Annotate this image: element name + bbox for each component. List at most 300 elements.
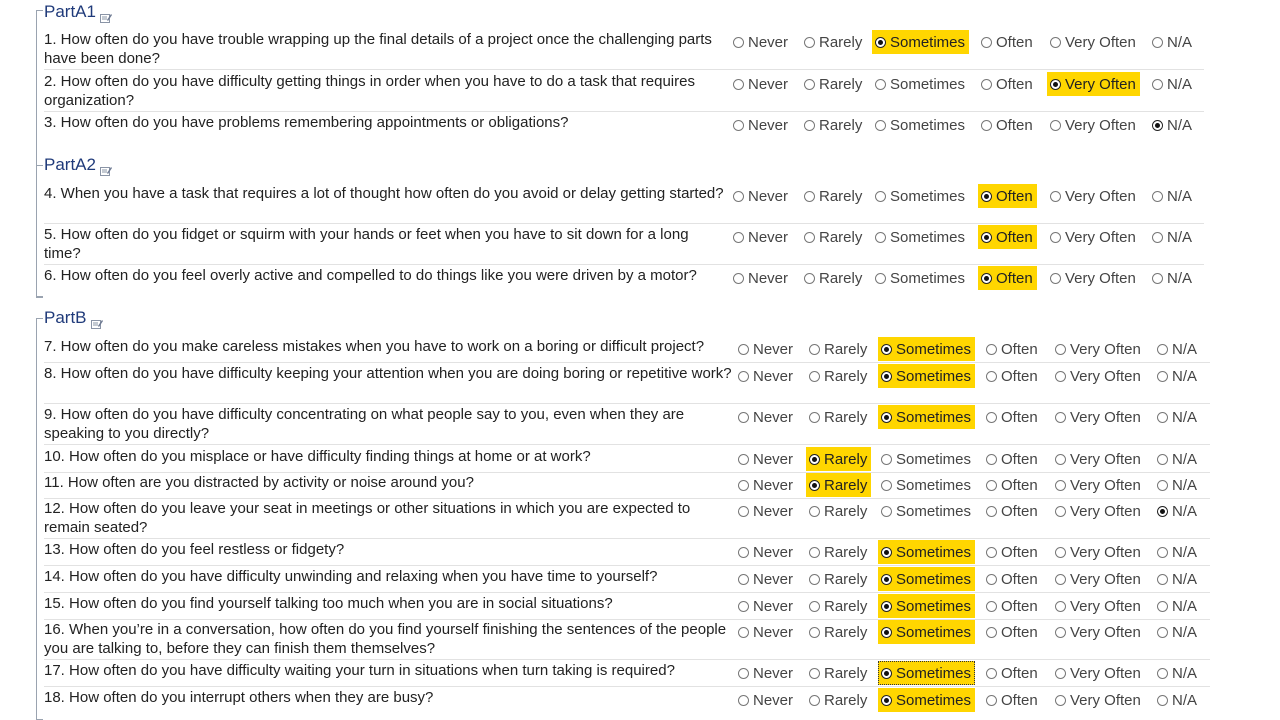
option-label: Never bbox=[753, 597, 794, 615]
radio-button[interactable] bbox=[733, 37, 744, 48]
option-very-often[interactable] bbox=[1050, 30, 1136, 54]
option-sometimes[interactable] bbox=[878, 594, 975, 618]
option-sometimes[interactable] bbox=[875, 184, 965, 208]
option-label: N/A bbox=[1172, 367, 1198, 385]
option-sometimes[interactable] bbox=[878, 661, 975, 685]
option-very-often[interactable] bbox=[1055, 337, 1141, 361]
radio-button[interactable] bbox=[1152, 120, 1163, 131]
radio-button[interactable] bbox=[1050, 273, 1061, 284]
radio-button[interactable] bbox=[738, 601, 749, 612]
option-often[interactable] bbox=[986, 447, 1038, 471]
radio-button[interactable] bbox=[875, 232, 886, 243]
option-never[interactable] bbox=[738, 661, 793, 685]
question-row bbox=[0, 688, 1280, 714]
row-divider bbox=[44, 659, 1210, 660]
question-text: 11. How often are you distracted by activity or noise around you? bbox=[44, 474, 474, 491]
option-very-often[interactable] bbox=[1055, 620, 1141, 644]
option-n-a[interactable] bbox=[1157, 447, 1197, 471]
option-sometimes[interactable] bbox=[875, 225, 965, 249]
option-n-a[interactable] bbox=[1152, 225, 1192, 249]
row-divider bbox=[44, 538, 1210, 539]
option-label: N/A bbox=[1172, 408, 1198, 426]
option-label: Never bbox=[753, 543, 794, 561]
radio-button[interactable] bbox=[1152, 273, 1163, 284]
radio-button[interactable] bbox=[738, 547, 749, 558]
option-label: Never bbox=[753, 664, 794, 682]
option-label: Never bbox=[753, 340, 794, 358]
radio-button[interactable] bbox=[881, 412, 892, 423]
option-n-a[interactable] bbox=[1157, 364, 1197, 388]
option-often[interactable] bbox=[986, 540, 1038, 564]
option-label: Never bbox=[753, 408, 794, 426]
option-often[interactable] bbox=[986, 567, 1038, 591]
question-row bbox=[0, 30, 1280, 70]
radio-button[interactable] bbox=[875, 120, 886, 131]
option-sometimes[interactable] bbox=[881, 447, 971, 471]
option-n-a[interactable] bbox=[1157, 499, 1197, 523]
option-label: Very Often bbox=[1070, 408, 1141, 426]
option-often[interactable] bbox=[978, 266, 1037, 290]
radio-button[interactable] bbox=[809, 668, 820, 679]
option-label: Never bbox=[748, 228, 789, 246]
radio-button[interactable] bbox=[986, 601, 997, 612]
radio-button[interactable] bbox=[738, 371, 749, 382]
radio-button[interactable] bbox=[738, 574, 749, 585]
option-often[interactable] bbox=[986, 405, 1038, 429]
option-label: Often bbox=[1001, 367, 1038, 385]
radio-button[interactable] bbox=[1157, 601, 1168, 612]
option-very-often[interactable] bbox=[1047, 72, 1140, 96]
radio-button[interactable] bbox=[981, 191, 992, 202]
option-rarely[interactable] bbox=[804, 72, 862, 96]
option-rarely[interactable] bbox=[804, 184, 862, 208]
edit-icon[interactable] bbox=[91, 314, 103, 324]
row-divider bbox=[44, 223, 1204, 224]
option-sometimes[interactable] bbox=[875, 72, 965, 96]
option-never[interactable] bbox=[733, 72, 788, 96]
radio-button[interactable] bbox=[1157, 412, 1168, 423]
radio-button[interactable] bbox=[1055, 547, 1066, 558]
radio-button[interactable] bbox=[1152, 37, 1163, 48]
radio-button[interactable] bbox=[738, 627, 749, 638]
option-rarely[interactable] bbox=[804, 30, 862, 54]
radio-button[interactable] bbox=[986, 412, 997, 423]
radio-button[interactable] bbox=[986, 506, 997, 517]
radio-button[interactable] bbox=[733, 79, 744, 90]
radio-button[interactable] bbox=[809, 344, 820, 355]
radio-button[interactable] bbox=[1157, 668, 1168, 679]
radio-button[interactable] bbox=[1157, 506, 1168, 517]
option-n-a[interactable] bbox=[1157, 473, 1197, 497]
option-rarely[interactable] bbox=[809, 661, 867, 685]
option-very-often[interactable] bbox=[1055, 688, 1141, 712]
option-very-often[interactable] bbox=[1055, 499, 1141, 523]
option-label: Sometimes bbox=[896, 476, 972, 494]
option-rarely[interactable] bbox=[809, 567, 867, 591]
option-never[interactable] bbox=[733, 184, 788, 208]
section-title-text: PartA2 bbox=[44, 155, 96, 174]
radio-button[interactable] bbox=[804, 37, 815, 48]
radio-button[interactable] bbox=[986, 344, 997, 355]
radio-button[interactable] bbox=[1055, 412, 1066, 423]
radio-button[interactable] bbox=[804, 273, 815, 284]
radio-button[interactable] bbox=[733, 273, 744, 284]
option-sometimes[interactable] bbox=[878, 337, 975, 361]
option-sometimes[interactable] bbox=[881, 499, 971, 523]
radio-button[interactable] bbox=[809, 627, 820, 638]
option-rarely[interactable] bbox=[809, 688, 867, 712]
row-divider bbox=[44, 592, 1210, 593]
option-sometimes[interactable] bbox=[878, 364, 975, 388]
question-text: 12. How often do you leave your seat in meetings or other situations in which you are expected to remain seated? bbox=[44, 500, 691, 536]
radio-button[interactable] bbox=[804, 79, 815, 90]
option-label: Sometimes bbox=[896, 502, 972, 520]
radio-button[interactable] bbox=[1050, 79, 1061, 90]
radio-button[interactable] bbox=[1050, 232, 1061, 243]
section-title bbox=[44, 155, 112, 175]
radio-button[interactable] bbox=[981, 273, 992, 284]
radio-button[interactable] bbox=[986, 695, 997, 706]
radio-button[interactable] bbox=[1157, 574, 1168, 585]
option-label: Rarely bbox=[824, 502, 868, 520]
option-often[interactable] bbox=[978, 184, 1037, 208]
section-title-text: PartB bbox=[44, 308, 87, 327]
radio-button[interactable] bbox=[986, 547, 997, 558]
option-label: N/A bbox=[1167, 75, 1193, 93]
radio-button[interactable] bbox=[875, 191, 886, 202]
option-rarely[interactable] bbox=[809, 594, 867, 618]
radio-button[interactable] bbox=[804, 120, 815, 131]
option-label: Never bbox=[753, 623, 794, 641]
radio-button[interactable] bbox=[1055, 371, 1066, 382]
option-label: Often bbox=[1001, 570, 1038, 588]
radio-button[interactable] bbox=[1055, 695, 1066, 706]
option-never[interactable] bbox=[738, 447, 793, 471]
option-sometimes[interactable] bbox=[875, 113, 965, 137]
question-row bbox=[0, 364, 1280, 404]
option-label: Very Often bbox=[1070, 691, 1141, 709]
radio-button[interactable] bbox=[738, 412, 749, 423]
radio-button[interactable] bbox=[809, 574, 820, 585]
radio-button[interactable] bbox=[981, 120, 992, 131]
option-n-a[interactable] bbox=[1157, 337, 1197, 361]
radio-button[interactable] bbox=[1055, 574, 1066, 585]
option-never[interactable] bbox=[733, 225, 788, 249]
option-n-a[interactable] bbox=[1157, 688, 1197, 712]
radio-button[interactable] bbox=[1055, 506, 1066, 517]
option-often[interactable] bbox=[981, 72, 1033, 96]
option-label: Often bbox=[996, 228, 1033, 246]
option-label: Often bbox=[1001, 450, 1038, 468]
question-text: 17. How often do you have difficulty waiting your turn in situations when turn taking is required? bbox=[44, 662, 675, 679]
option-label: Sometimes bbox=[890, 116, 966, 134]
option-n-a[interactable] bbox=[1152, 113, 1192, 137]
option-very-often[interactable] bbox=[1055, 447, 1141, 471]
option-very-often[interactable] bbox=[1050, 184, 1136, 208]
option-rarely[interactable] bbox=[804, 225, 862, 249]
option-label: Sometimes bbox=[896, 623, 972, 641]
option-never[interactable] bbox=[733, 113, 788, 137]
option-sometimes[interactable] bbox=[878, 540, 975, 564]
option-label: Often bbox=[1001, 623, 1038, 641]
radio-button[interactable] bbox=[881, 574, 892, 585]
option-label: Never bbox=[748, 75, 789, 93]
radio-button[interactable] bbox=[986, 627, 997, 638]
radio-button[interactable] bbox=[1055, 344, 1066, 355]
radio-button[interactable] bbox=[738, 668, 749, 679]
option-label: Very Often bbox=[1070, 597, 1141, 615]
option-n-a[interactable] bbox=[1157, 594, 1197, 618]
radio-button[interactable] bbox=[875, 273, 886, 284]
option-label: Sometimes bbox=[890, 187, 966, 205]
option-very-often[interactable] bbox=[1055, 661, 1141, 685]
option-label: Sometimes bbox=[896, 543, 972, 561]
radio-button[interactable] bbox=[1055, 454, 1066, 465]
option-often[interactable] bbox=[986, 499, 1038, 523]
option-label: Often bbox=[1001, 664, 1038, 682]
radio-button[interactable] bbox=[733, 232, 744, 243]
question-row bbox=[0, 184, 1280, 224]
option-often[interactable] bbox=[986, 364, 1038, 388]
radio-button[interactable] bbox=[881, 480, 892, 491]
option-n-a[interactable] bbox=[1157, 620, 1197, 644]
radio-button[interactable] bbox=[738, 506, 749, 517]
question-row bbox=[0, 72, 1280, 112]
radio-button[interactable] bbox=[981, 37, 992, 48]
radio-button[interactable] bbox=[1157, 371, 1168, 382]
option-sometimes[interactable] bbox=[878, 567, 975, 591]
option-label: Very Often bbox=[1065, 269, 1136, 287]
radio-button[interactable] bbox=[809, 601, 820, 612]
option-sometimes[interactable] bbox=[878, 405, 975, 429]
option-never[interactable] bbox=[738, 337, 793, 361]
radio-button[interactable] bbox=[1152, 79, 1163, 90]
option-rarely[interactable] bbox=[806, 473, 871, 497]
radio-button[interactable] bbox=[986, 574, 997, 585]
option-never[interactable] bbox=[738, 594, 793, 618]
option-label: Never bbox=[753, 476, 794, 494]
option-label: Sometimes bbox=[896, 408, 972, 426]
row-divider bbox=[44, 686, 1210, 687]
option-never[interactable] bbox=[738, 620, 793, 644]
option-label: Often bbox=[996, 116, 1033, 134]
option-never[interactable] bbox=[738, 688, 793, 712]
option-rarely[interactable] bbox=[809, 499, 867, 523]
radio-button[interactable] bbox=[809, 371, 820, 382]
row-divider bbox=[44, 565, 1210, 566]
option-label: Often bbox=[1001, 691, 1038, 709]
option-n-a[interactable] bbox=[1157, 405, 1197, 429]
option-label: Very Often bbox=[1070, 367, 1141, 385]
option-very-often[interactable] bbox=[1055, 540, 1141, 564]
option-very-often[interactable] bbox=[1055, 364, 1141, 388]
option-label: Often bbox=[996, 187, 1033, 205]
option-often[interactable] bbox=[986, 688, 1038, 712]
option-rarely[interactable] bbox=[804, 113, 862, 137]
radio-button[interactable] bbox=[1157, 695, 1168, 706]
option-label: N/A bbox=[1172, 543, 1198, 561]
radio-button[interactable] bbox=[875, 79, 886, 90]
option-label: Rarely bbox=[819, 187, 863, 205]
radio-button[interactable] bbox=[881, 454, 892, 465]
radio-button[interactable] bbox=[881, 547, 892, 558]
option-often[interactable] bbox=[981, 30, 1033, 54]
option-sometimes[interactable] bbox=[872, 30, 969, 54]
radio-button[interactable] bbox=[738, 454, 749, 465]
edit-icon[interactable] bbox=[100, 161, 112, 171]
option-rarely[interactable] bbox=[809, 540, 867, 564]
option-never[interactable] bbox=[738, 364, 793, 388]
row-divider bbox=[44, 264, 1204, 265]
option-very-often[interactable] bbox=[1055, 405, 1141, 429]
radio-button[interactable] bbox=[986, 454, 997, 465]
option-label: Never bbox=[748, 269, 789, 287]
option-rarely[interactable] bbox=[809, 405, 867, 429]
option-label: Never bbox=[748, 33, 789, 51]
radio-button[interactable] bbox=[804, 191, 815, 202]
option-label: Rarely bbox=[819, 75, 863, 93]
option-label: Very Often bbox=[1065, 228, 1136, 246]
radio-button[interactable] bbox=[738, 480, 749, 491]
option-label: Often bbox=[996, 33, 1033, 51]
option-never[interactable] bbox=[738, 567, 793, 591]
radio-button[interactable] bbox=[1055, 668, 1066, 679]
option-rarely[interactable] bbox=[809, 337, 867, 361]
radio-button[interactable] bbox=[1157, 480, 1168, 491]
radio-button[interactable] bbox=[1055, 480, 1066, 491]
option-n-a[interactable] bbox=[1152, 30, 1192, 54]
option-rarely[interactable] bbox=[806, 447, 871, 471]
radio-button[interactable] bbox=[881, 371, 892, 382]
radio-button[interactable] bbox=[881, 695, 892, 706]
question-text: 3. How often do you have problems remembering appointments or obligations? bbox=[44, 114, 569, 131]
radio-button[interactable] bbox=[733, 120, 744, 131]
radio-button[interactable] bbox=[881, 627, 892, 638]
option-never[interactable] bbox=[733, 266, 788, 290]
option-rarely[interactable] bbox=[809, 620, 867, 644]
option-label: Very Often bbox=[1070, 502, 1141, 520]
option-often[interactable] bbox=[986, 594, 1038, 618]
radio-button[interactable] bbox=[1050, 37, 1061, 48]
option-very-often[interactable] bbox=[1055, 567, 1141, 591]
option-n-a[interactable] bbox=[1157, 540, 1197, 564]
option-n-a[interactable] bbox=[1152, 266, 1192, 290]
radio-button[interactable] bbox=[1157, 547, 1168, 558]
option-label: Very Often bbox=[1065, 187, 1136, 205]
radio-button[interactable] bbox=[986, 371, 997, 382]
option-label: Often bbox=[996, 269, 1033, 287]
option-rarely[interactable] bbox=[809, 364, 867, 388]
option-sometimes[interactable] bbox=[878, 688, 975, 712]
option-often[interactable] bbox=[986, 337, 1038, 361]
option-n-a[interactable] bbox=[1157, 661, 1197, 685]
option-very-often[interactable] bbox=[1055, 594, 1141, 618]
option-label: Very Often bbox=[1070, 570, 1141, 588]
option-n-a[interactable] bbox=[1152, 72, 1192, 96]
option-sometimes[interactable] bbox=[875, 266, 965, 290]
radio-button[interactable] bbox=[809, 547, 820, 558]
radio-button[interactable] bbox=[986, 668, 997, 679]
radio-button[interactable] bbox=[809, 412, 820, 423]
radio-button[interactable] bbox=[875, 37, 886, 48]
radio-button[interactable] bbox=[881, 344, 892, 355]
question-row bbox=[0, 337, 1280, 363]
option-often[interactable] bbox=[986, 620, 1038, 644]
radio-button[interactable] bbox=[981, 232, 992, 243]
option-sometimes[interactable] bbox=[878, 620, 975, 644]
option-label: Rarely bbox=[824, 543, 868, 561]
radio-button[interactable] bbox=[1050, 120, 1061, 131]
radio-button[interactable] bbox=[1157, 454, 1168, 465]
option-never[interactable] bbox=[738, 540, 793, 564]
radio-button[interactable] bbox=[986, 480, 997, 491]
radio-button[interactable] bbox=[809, 695, 820, 706]
radio-button[interactable] bbox=[1055, 627, 1066, 638]
option-label: Very Often bbox=[1065, 33, 1136, 51]
option-label: Rarely bbox=[824, 623, 868, 641]
question-text: 15. How often do you find yourself talking too much when you are in social situations? bbox=[44, 595, 613, 612]
question-text: 1. How often do you have trouble wrapping up the final details of a project once the challenging parts have been done? bbox=[44, 31, 712, 67]
radio-button[interactable] bbox=[1152, 191, 1163, 202]
option-very-often[interactable] bbox=[1050, 266, 1136, 290]
option-very-often[interactable] bbox=[1050, 113, 1136, 137]
option-often[interactable] bbox=[978, 225, 1037, 249]
option-label: Sometimes bbox=[890, 75, 966, 93]
radio-button[interactable] bbox=[1157, 627, 1168, 638]
option-never[interactable] bbox=[733, 30, 788, 54]
option-label: Sometimes bbox=[896, 340, 972, 358]
radio-button[interactable] bbox=[881, 506, 892, 517]
option-sometimes[interactable] bbox=[881, 473, 971, 497]
option-rarely[interactable] bbox=[804, 266, 862, 290]
option-n-a[interactable] bbox=[1157, 567, 1197, 591]
radio-button[interactable] bbox=[738, 695, 749, 706]
radio-button[interactable] bbox=[981, 79, 992, 90]
option-label: Rarely bbox=[819, 269, 863, 287]
option-n-a[interactable] bbox=[1152, 184, 1192, 208]
radio-button[interactable] bbox=[1050, 191, 1061, 202]
radio-button[interactable] bbox=[1152, 232, 1163, 243]
radio-button[interactable] bbox=[809, 454, 820, 465]
option-never[interactable] bbox=[738, 499, 793, 523]
radio-button[interactable] bbox=[881, 668, 892, 679]
option-label: N/A bbox=[1167, 33, 1193, 51]
option-often[interactable] bbox=[981, 113, 1033, 137]
option-never[interactable] bbox=[738, 473, 793, 497]
option-label: Sometimes bbox=[896, 450, 972, 468]
option-never[interactable] bbox=[738, 405, 793, 429]
radio-button[interactable] bbox=[1055, 601, 1066, 612]
option-very-often[interactable] bbox=[1055, 473, 1141, 497]
option-often[interactable] bbox=[986, 473, 1038, 497]
radio-button[interactable] bbox=[738, 344, 749, 355]
radio-button[interactable] bbox=[733, 191, 744, 202]
option-often[interactable] bbox=[986, 661, 1038, 685]
radio-button[interactable] bbox=[809, 480, 820, 491]
radio-button[interactable] bbox=[881, 601, 892, 612]
radio-button[interactable] bbox=[1157, 344, 1168, 355]
option-label: Never bbox=[753, 691, 794, 709]
option-very-often[interactable] bbox=[1050, 225, 1136, 249]
question-row bbox=[0, 266, 1280, 292]
question-row bbox=[0, 540, 1280, 566]
question-text: 2. How often do you have difficulty getting things in order when you have to do a task that requires organization? bbox=[44, 73, 695, 109]
radio-button[interactable] bbox=[804, 232, 815, 243]
option-label: Rarely bbox=[819, 33, 863, 51]
option-label: Sometimes bbox=[896, 691, 972, 709]
radio-button[interactable] bbox=[809, 506, 820, 517]
edit-icon[interactable] bbox=[100, 8, 112, 18]
